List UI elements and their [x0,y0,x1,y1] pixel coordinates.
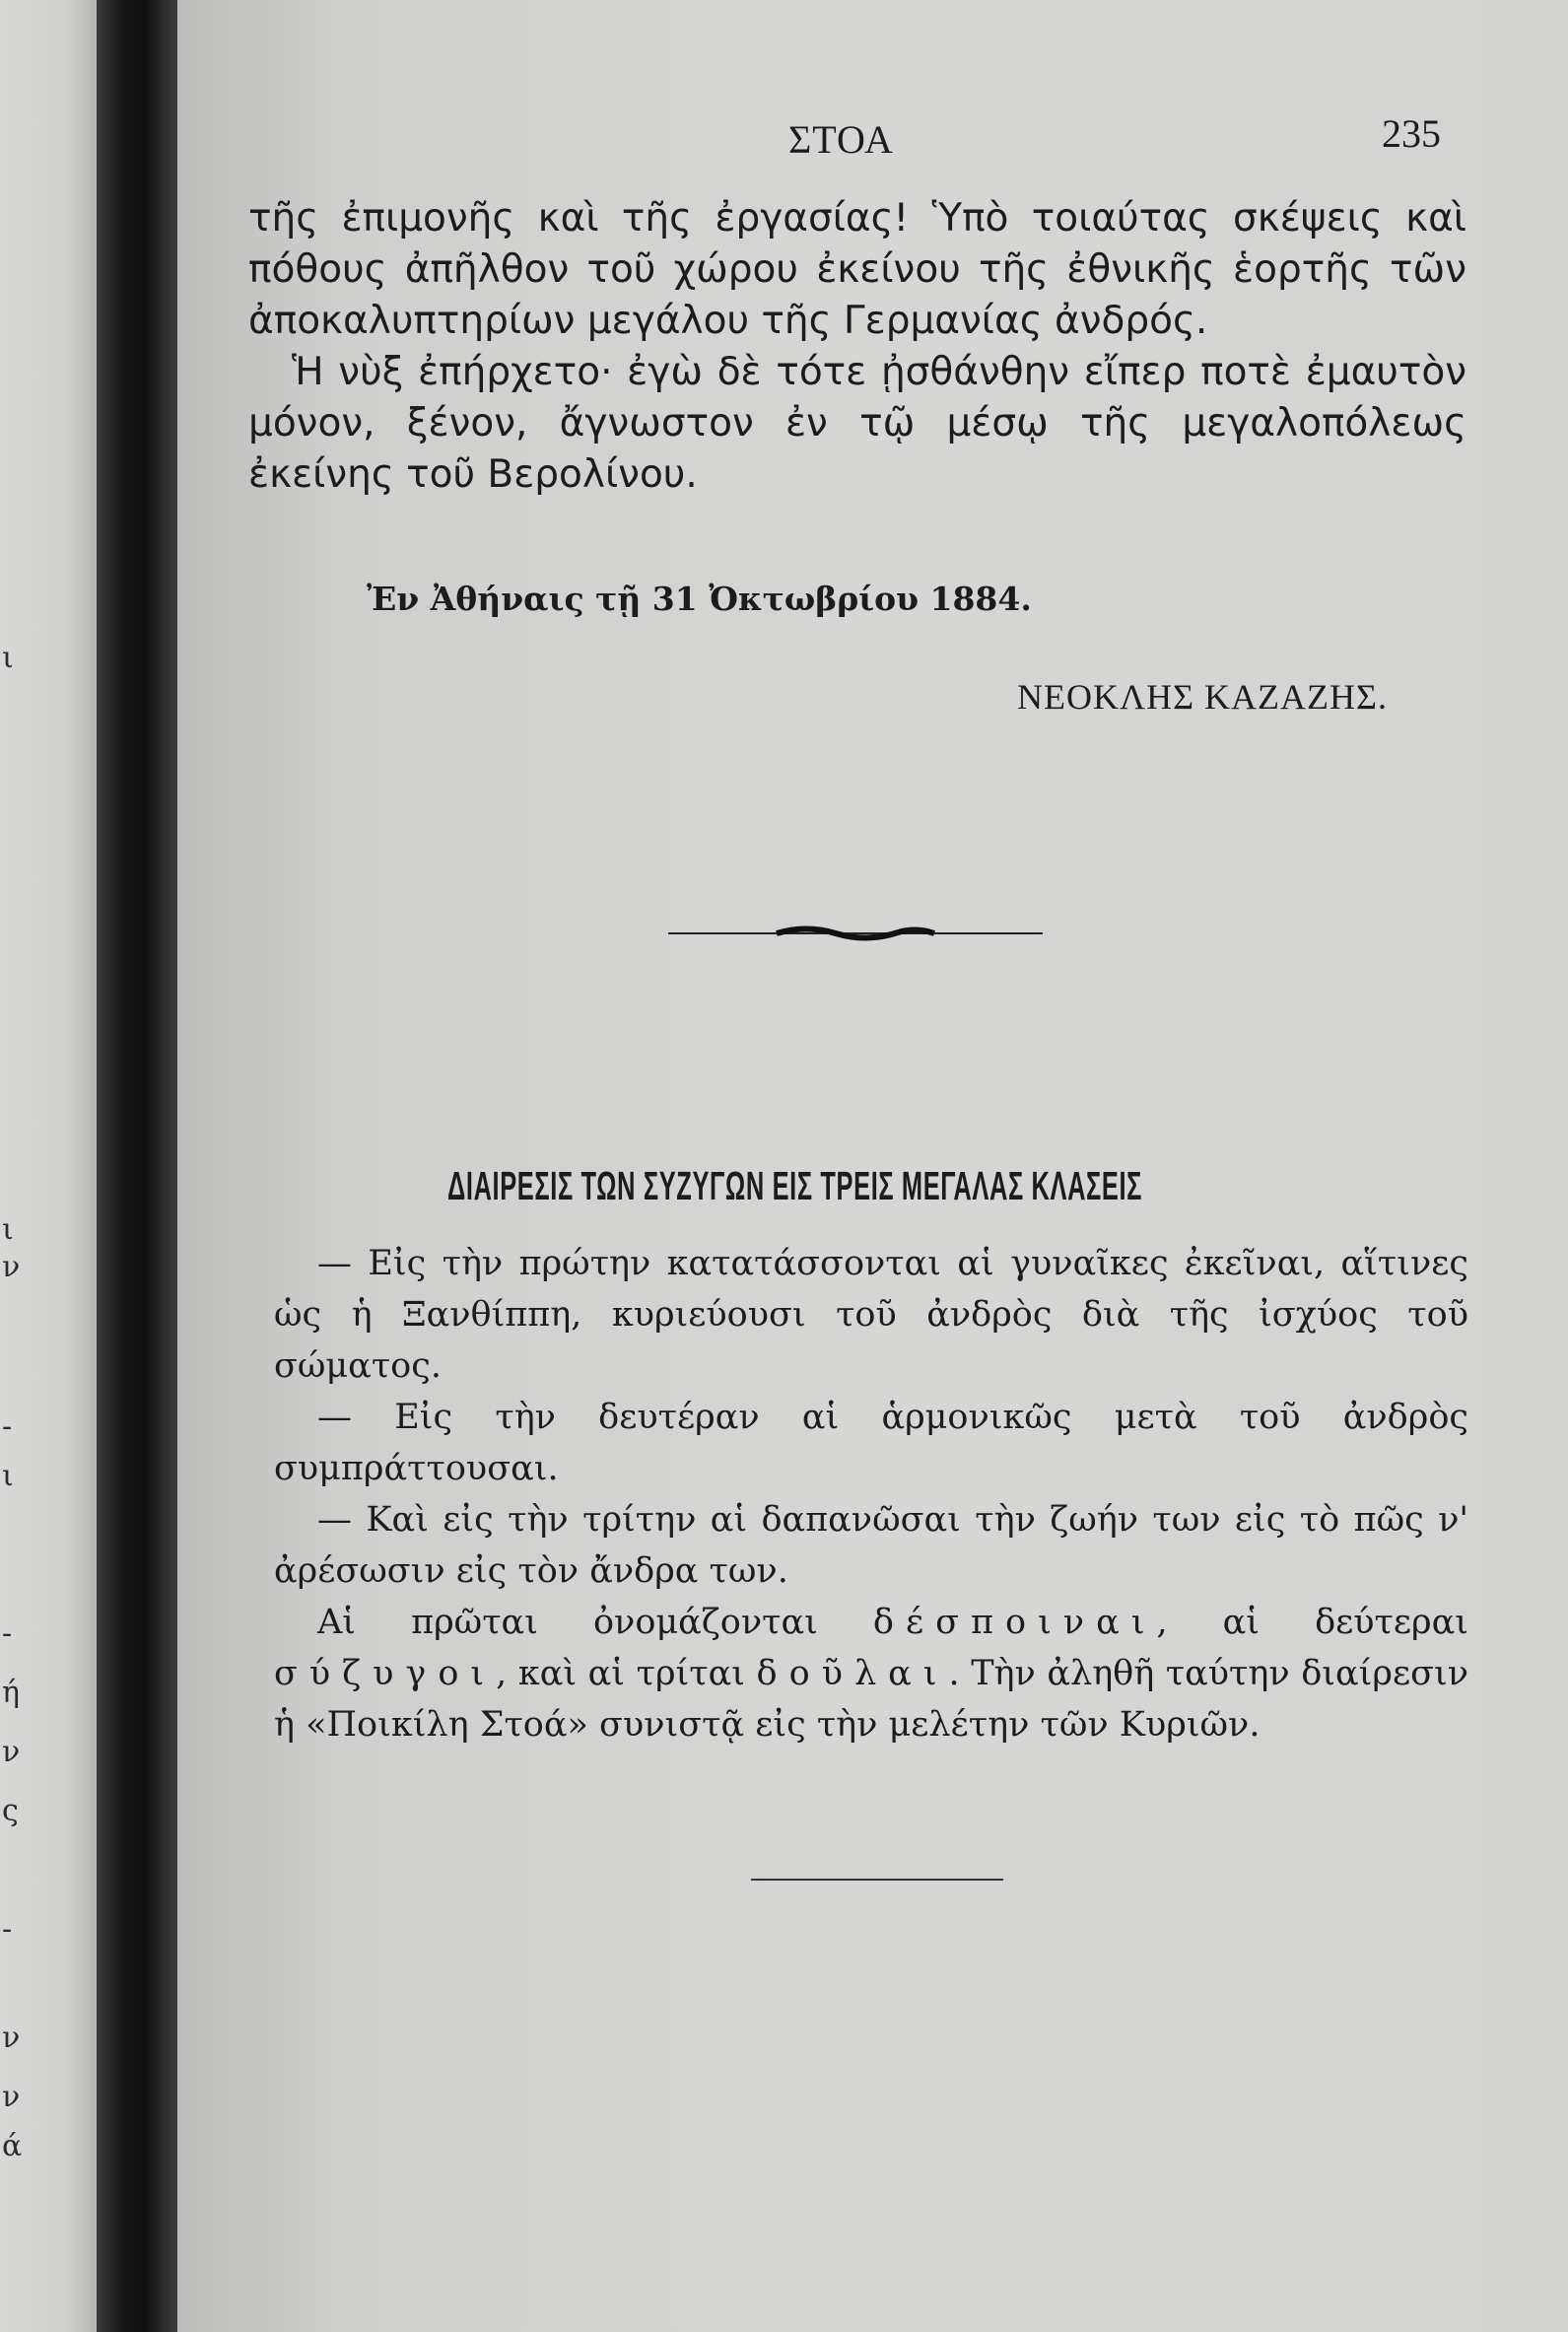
paragraph-part: Αἱ πρῶται ὀνομάζονται [317,1603,818,1642]
paragraph-part: . Τὴν ἀληθῆ ταύτην διαίρεσιν ἡ «Ποικίλη Στοά» συνιστᾷ εἰς τὴν μελέτην τῶν Κυριῶν. [274,1654,1468,1745]
paragraph: Ἡ νὺξ ἐπήρχετο· ἐγὼ δὲ τότε ᾐσθάνθην εἴπερ ποτὲ ἐμαυτὸν μόνον, ξένον, ἄγνωστον ἐν τῷ μέσῳ τῆς μεγαλοπόλεως ἐκείνης τοῦ Βερολίνου. [248,350,1466,497]
paragraph: τῆς ἐπιμονῆς καὶ τῆς ἐργασίας! Ὑπὸ τοιαύτας σκέψεις καὶ πόθους ἀπῆλθον τοῦ χώρου ἐκείνου τῆς ἐθνικῆς ἑορτῆς τῶν ἀποκαλυπτηρίων μεγάλου τῆς Γερμανίας ἀνδρός. [248,196,1466,343]
fragment: - [2,1616,13,1651]
section-title: ΔΙΑΙΡΕΣΙΣ ΤΩΝ ΣΥΖΥΓΩΝ ΕΙΣ ΤΡΕΙΣ ΜΕΓΑΛΑΣ ΚΛΑΣΕΙΣ [447,1163,1143,1208]
ornamental-divider [668,919,1043,948]
dateline: Ἐν Ἀθήναις τῇ 31 Ὀκτωβρίου 1884. [367,580,1032,618]
spaced-word: δοῦλαι [756,1654,949,1693]
fragment: ν [2,1250,21,1284]
facing-page-fragments [0,0,97,2332]
paragraph-part: , καὶ αἱ τρίται [496,1654,745,1693]
end-rule [751,1879,1003,1881]
fragment: ά [2,2129,23,2163]
paragraph-part: , αἱ δεύτεραι [1156,1603,1468,1642]
fragment: ι [2,1212,14,1247]
fragment: ν [2,1735,21,1769]
book-gutter [97,0,177,2332]
author-signature: ΝΕΟΚΛΗΣ ΚΑΖΑΖΗΣ. [1017,677,1388,717]
fragment: ι [2,1459,14,1493]
section-body [274,1238,1468,1750]
fragment: ν [2,2080,21,2114]
paragraph: — Εἰς τὴν δευτέραν αἱ ἁρμονικῶς μετὰ τοῦ ἀνδρὸς συμπράττουσαι. [274,1398,1468,1488]
spaced-word: σύζυγοι [274,1654,497,1693]
article-ending [248,193,1466,501]
paragraph: — Εἰς τὴν πρώτην κατατάσσονται αἱ γυναῖκες ἐκεῖναι, αἵτινες ὡς ἡ Ξανθίππη, κυριεύουσι τοῦ ἀνδρὸς διὰ τῆς ἰσχύος τοῦ σώματος. [274,1244,1468,1386]
fragment: ή [2,1676,20,1710]
page-number: 235 [1382,111,1441,156]
fragment: - [2,1912,13,1947]
running-head: ΣΤΟΑ [788,117,894,162]
fragment: ν [2,2021,21,2055]
fragment: - [2,1409,13,1444]
spaced-word: δέσποιναι [872,1603,1157,1642]
fragment: ι [2,641,14,675]
paragraph: — Καὶ εἰς τὴν τρίτην αἱ δαπανῶσαι τὴν ζωήν των εἰς τὸ πῶς ν' ἀρέσωσιν εἰς τὸν ἄνδρα των. [274,1500,1468,1591]
fragment: ς [2,1794,19,1828]
